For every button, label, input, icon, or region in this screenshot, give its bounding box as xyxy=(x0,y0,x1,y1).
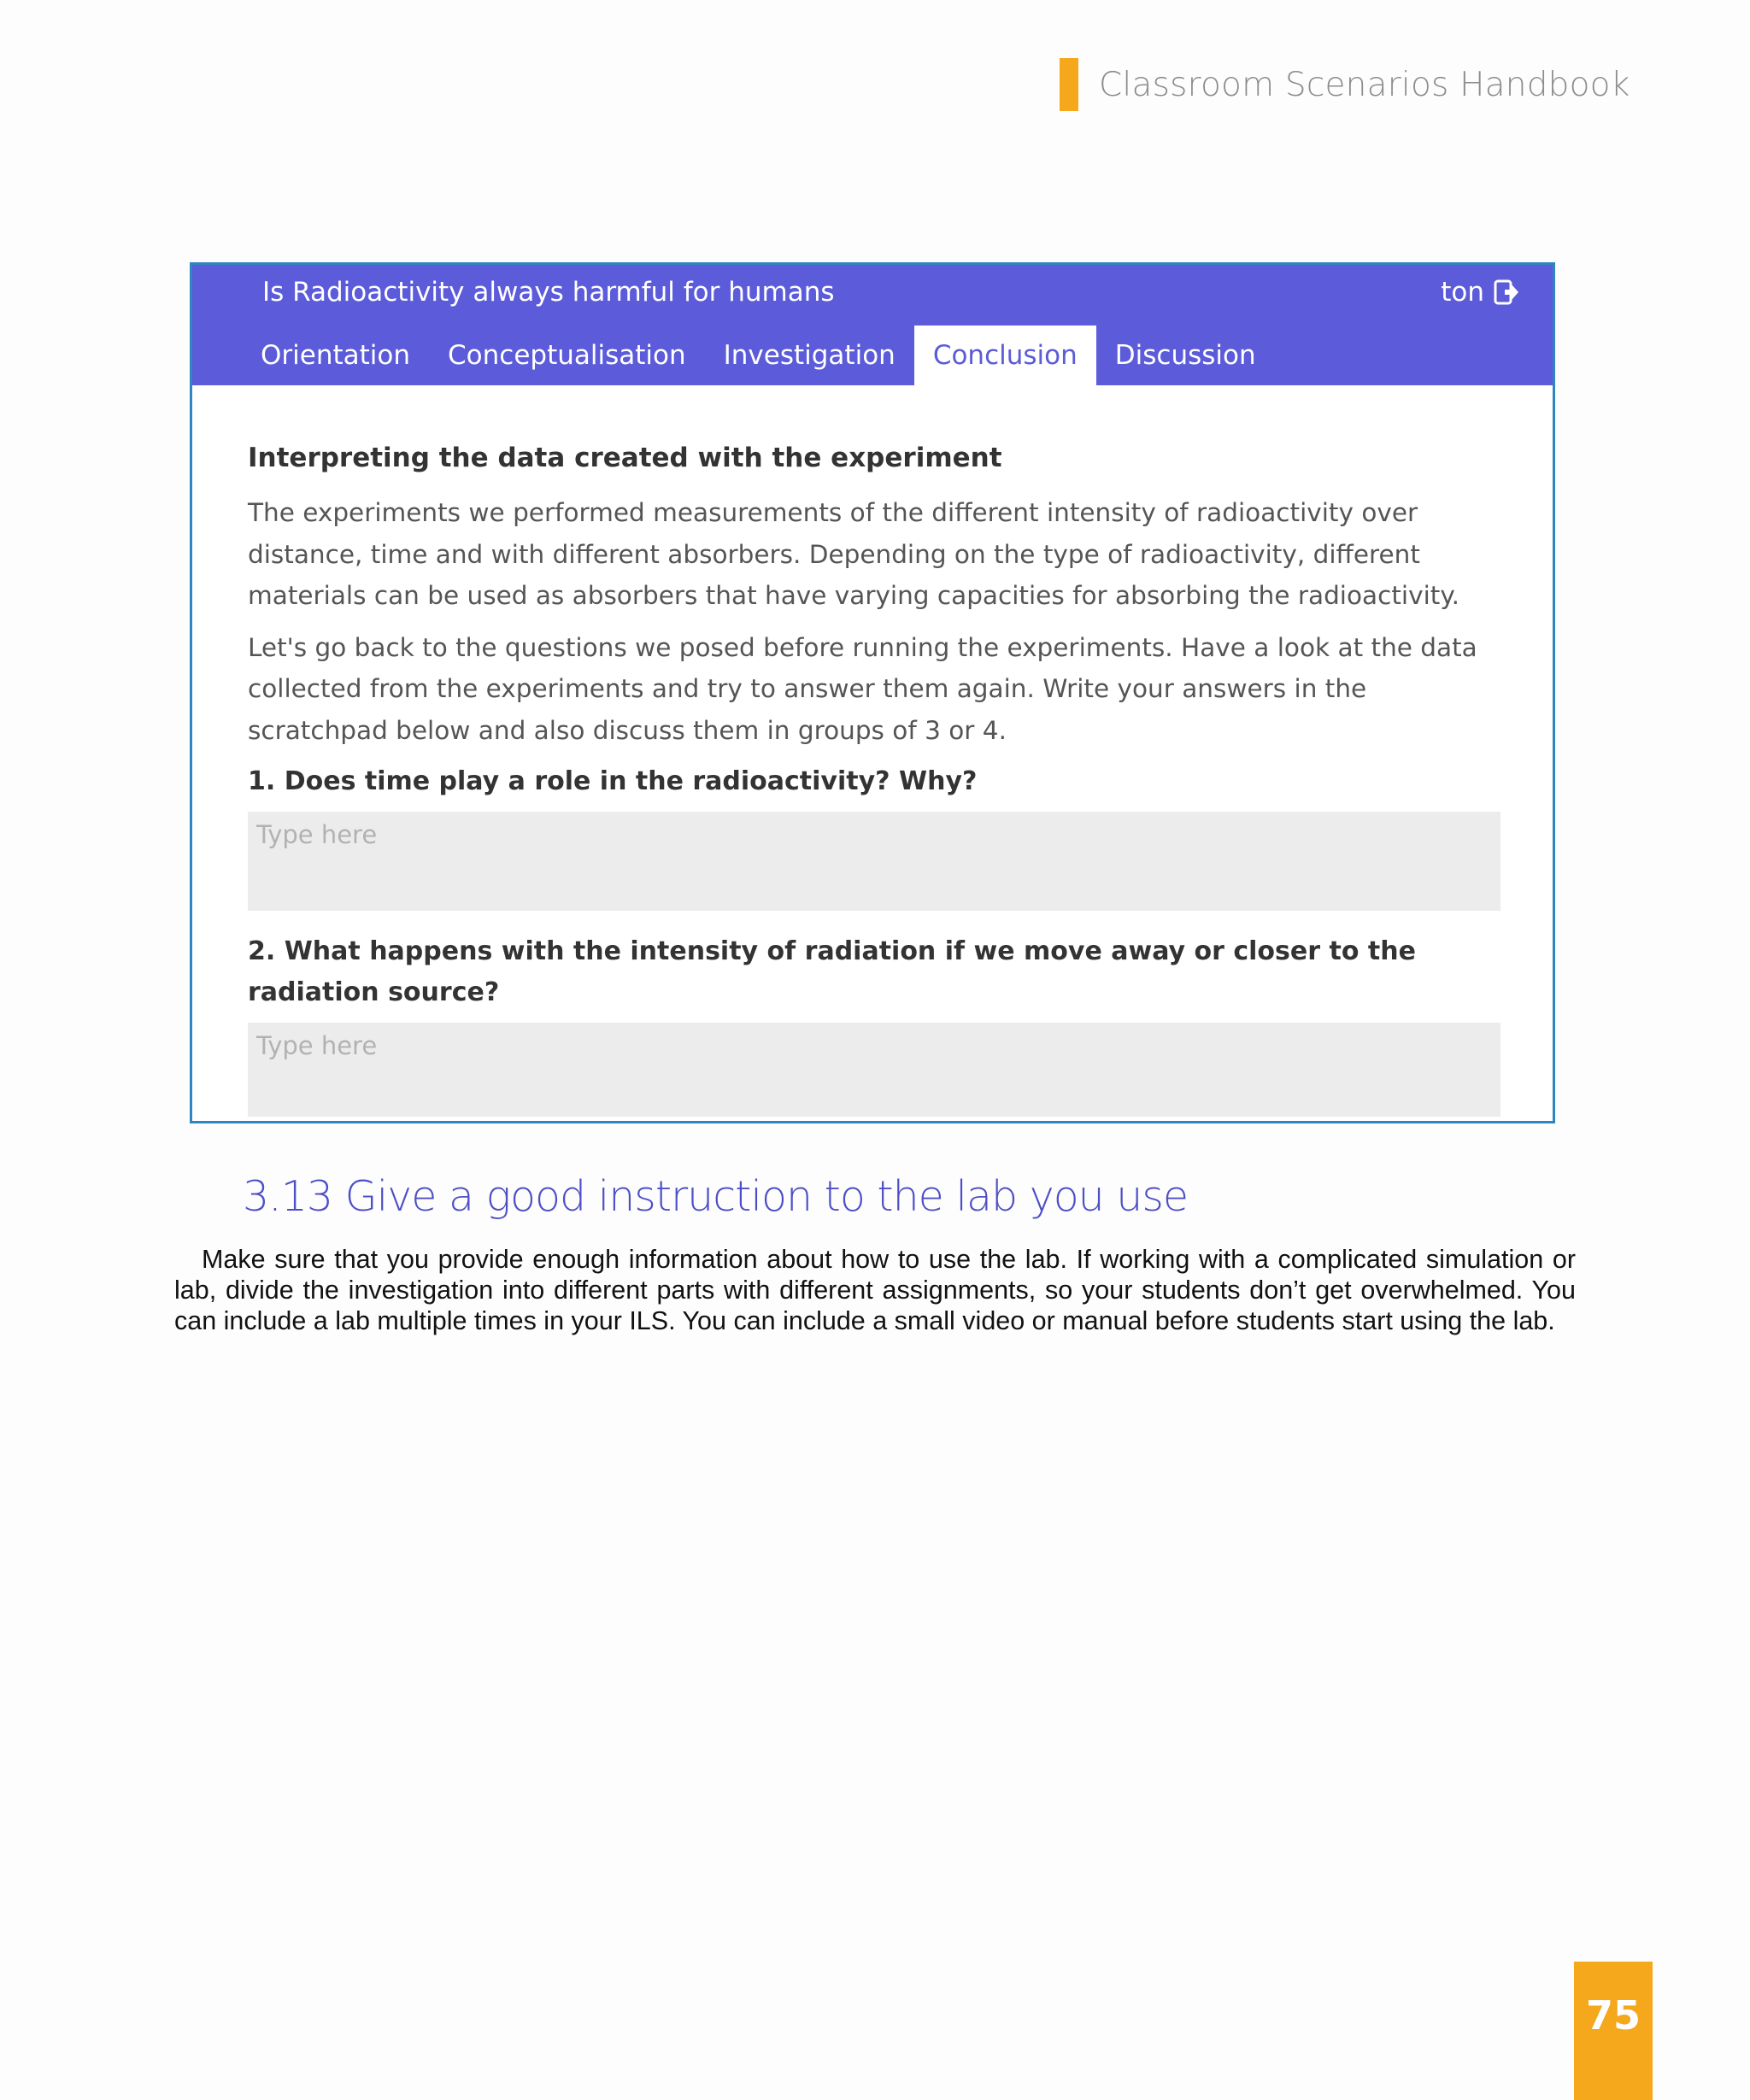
user-menu[interactable] xyxy=(1441,277,1518,308)
tab-conceptualisation[interactable]: Conceptualisation xyxy=(448,340,686,371)
tab-orientation[interactable]: Orientation xyxy=(261,340,411,371)
user-name: ton xyxy=(1441,277,1484,308)
header-accent-bar xyxy=(1060,58,1078,111)
content-paragraph: The experiments we performed measurements of the different intensity of radioactivity over distance, time and with different absorbers. Depending on the type of radioactivity, different materials can be used as absorbers that have varying capacities for absorbing the radioactivity. xyxy=(248,498,1459,610)
tab-discussion[interactable]: Discussion xyxy=(1114,340,1256,371)
content-paragraph: Let's go back to the questions we posed before running the experiments. Have a look at the data collected from the experiments and try to answer them again. Write your answers in the scratchpad below and also discuss them in groups of 3 or 4. xyxy=(248,632,1477,745)
tab-conclusion[interactable]: Conclusion xyxy=(914,326,1096,385)
question-1: 1. Does time play a role in the radioactivity? Why? xyxy=(248,766,978,796)
answer-1-input[interactable] xyxy=(248,812,1500,911)
conclusion-content xyxy=(248,443,1504,1117)
page-number: 75 xyxy=(1585,1992,1641,2038)
running-header xyxy=(1060,58,1630,111)
answer-2-input[interactable] xyxy=(248,1023,1500,1117)
phase-tabs xyxy=(242,326,1275,385)
page-number-tab xyxy=(1574,1962,1653,2100)
tab-investigation[interactable]: Investigation xyxy=(723,340,896,371)
app-header xyxy=(192,265,1553,385)
app-title: Is Radioactivity always harmful for humans xyxy=(262,277,835,308)
handbook-title: Classroom Scenarios Handbook xyxy=(1099,65,1630,104)
section-heading: 3.13 Give a good instruction to the lab you use xyxy=(243,1172,1189,1221)
content-heading: Interpreting the data created with the experiment xyxy=(248,443,1002,473)
logout-icon[interactable] xyxy=(1493,279,1518,306)
section-body: Make sure that you provide enough information about how to use the lab. If working with a complicated simulation or lab, divide the investigation into different parts with different assignments, so your students don’t get overwhelmed. You can include a lab multiple times in your ILS. You can include a small video or manual before students start using the lab. xyxy=(174,1245,1576,1335)
lab-screenshot xyxy=(190,262,1555,1123)
question-2: 2. What happens with the intensity of radiation if we move away or closer to the radiation source? xyxy=(248,936,1416,1007)
